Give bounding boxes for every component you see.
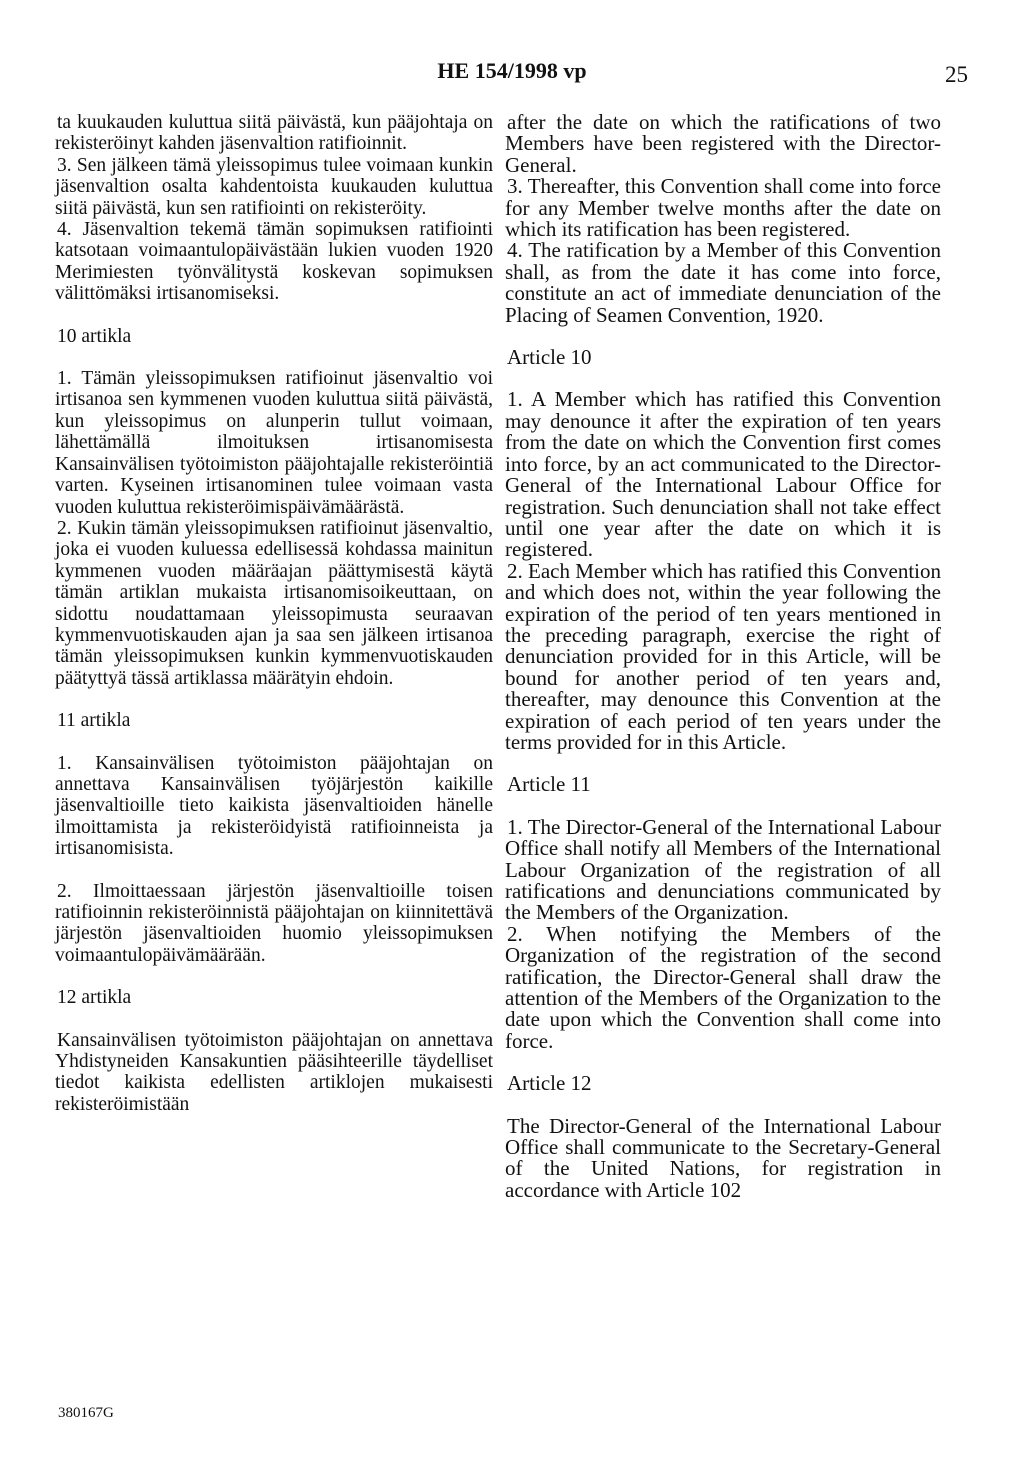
fi-intro-paragraph: ta kuukauden kuluttua siitä päivästä, kun pääjohtaja on rekisteröinyt kahden jäsenvaltion ratifioinnit.: [55, 112, 493, 155]
en-article-11-paragraph-2: 2. When notifying the Members of the Organization of the registration of the second ratification, the Director-General shall draw the attention of the Members of the Organization to the date upon which the Convention shall come into force.: [505, 921, 941, 1053]
fi-article-12-paragraph-1: Kansainvälisen työtoimiston pääjohtajan on annettava Yhdistyneiden Kansakuntien pääsihteerille täydelliset tiedot kaikista edellisten artiklojen mukaisesti rekisteröimistään: [55, 1029, 493, 1115]
fi-paragraph-3: 3. Sen jälkeen tämä yleissopimus tulee voimaan kunkin jäsenvaltion osalta kahdentoista kuukauden kuluttua siitä päivästä, kun sen ratifiointi on rekisteröity.: [55, 154, 493, 219]
en-article-12-paragraph-1: The Director-General of the International Labour Office shall communicate to the Secretary-General of the United Nations, for registration in accordance with Article 102: [505, 1113, 941, 1202]
fi-heading-article-12: 12 artikla: [57, 987, 132, 1009]
en-paragraph-3: 3. Thereafter, this Convention shall come into force for any Member twelve months after the date on which its ratification has been registered.: [505, 174, 941, 242]
fi-article-11-paragraph-1: 1. Kansainvälisen työtoimiston pääjohtajan on annettava Kansainvälisen työjärjestön kaikille jäsenvaltioille tieto kaikista jäsenvaltioiden hänelle ilmoittamista ja rekisteröidyistä ratifioinneista ja irtisanomisista.: [55, 752, 493, 860]
fi-article-10-paragraph-2: 2. Kukin tämän yleissopimuksen ratifioinut jäsenvaltio, joka ei vuoden kuluessa edellisessä kohdassa mainitun kymmenen vuoden määräajan päättymisestä käytä tämän artiklan mukaista irtisanomisoikeuttaan, on sidottu noudattamaan yleissopimusta seuraavan kymmenvuotiskauden ajan ja saa sen jälkeen irtisanoa tämän yleissopimuksen kunkin kymmenvuotiskauden päätyttyä tässä artiklassa määrätyin ehdoin.: [55, 517, 493, 689]
en-article-11-paragraph-1: 1. The Director-General of the International Labour Office shall notify all Members of the International Labour Organization of the registration of all ratifications and denunciations communicated by the Members of the Organization.: [505, 814, 941, 925]
en-heading-article-12: Article 12: [507, 1071, 592, 1096]
fi-heading-article-11: 11 artikla: [57, 710, 131, 732]
fi-article-11-paragraph-2: 2. Ilmoittaessaan järjestön jäsenvaltioille toisen ratifioinnin rekisteröinnistä pääjohtajan on kiinnitettävä järjestön jäsenvaltioiden huomio yleissopimuksen voimaantulopäivämäärään.: [55, 880, 493, 966]
en-intro-paragraph: after the date on which the ratifications of two Members have been registered with the Director-General.: [505, 110, 941, 177]
en-article-10-paragraph-1: 1. A Member which has ratified this Convention may denounce it after the expiration of ten years from the date on which the Convention first comes into force, by an act communicated to the Director-General of the International Labour Office for registration. Such denunciation shall not take effect until one year after the date on which it is registered.: [505, 387, 941, 562]
document-header-title: HE 154/1998 vp: [437, 58, 587, 83]
english-column: [505, 112, 941, 1201]
en-heading-article-11: Article 11: [507, 772, 591, 797]
footer-document-code: 380167G: [58, 1405, 114, 1421]
en-paragraph-4: 4. The ratification by a Member of this Convention shall, as from the date it has come into force, constitute an act of immediate denunciation of the Placing of Seamen Convention, 1920.: [505, 238, 941, 327]
fi-heading-article-10: 10 artikla: [57, 325, 132, 347]
en-article-10-paragraph-2: 2. Each Member which has ratified this Convention and which does not, within the year following the expiration of the period of ten years mentioned in the preceding paragraph, exercise the right of denunciation provided for in this Article, will be bound for another period of ten years and, thereafter, may denounce this Convention at the expiration of each period of ten years under the terms provided for in this Article.: [505, 558, 941, 754]
fi-paragraph-4: 4. Jäsenvaltion tekemä tämän sopimuksen ratifiointi katsotaan voimaantulopäivästään lukien vuoden 1920 Merimiesten työnvälitystä koskevan sopimuksen välittömäksi irtisanomiseksi.: [55, 219, 493, 305]
en-heading-article-10: Article 10: [507, 345, 592, 370]
page-number: 25: [945, 62, 968, 87]
finnish-column: [55, 112, 493, 1115]
fi-article-10-paragraph-1: 1. Tämän yleissopimuksen ratifioinut jäsenvaltio voi irtisanoa sen kymmenen vuoden kuluttua siitä päivästä, kun yleissopimus on alunperin tullut voimaan, lähettämällä ilmoituksen irtisanomisesta Kansainvälisen työtoimiston pääjohtajalle rekisteröintiä varten. Kyseinen irtisanominen tulee voimaan vasta vuoden kuluttua rekisteröimispäivämäärästä.: [55, 368, 493, 518]
